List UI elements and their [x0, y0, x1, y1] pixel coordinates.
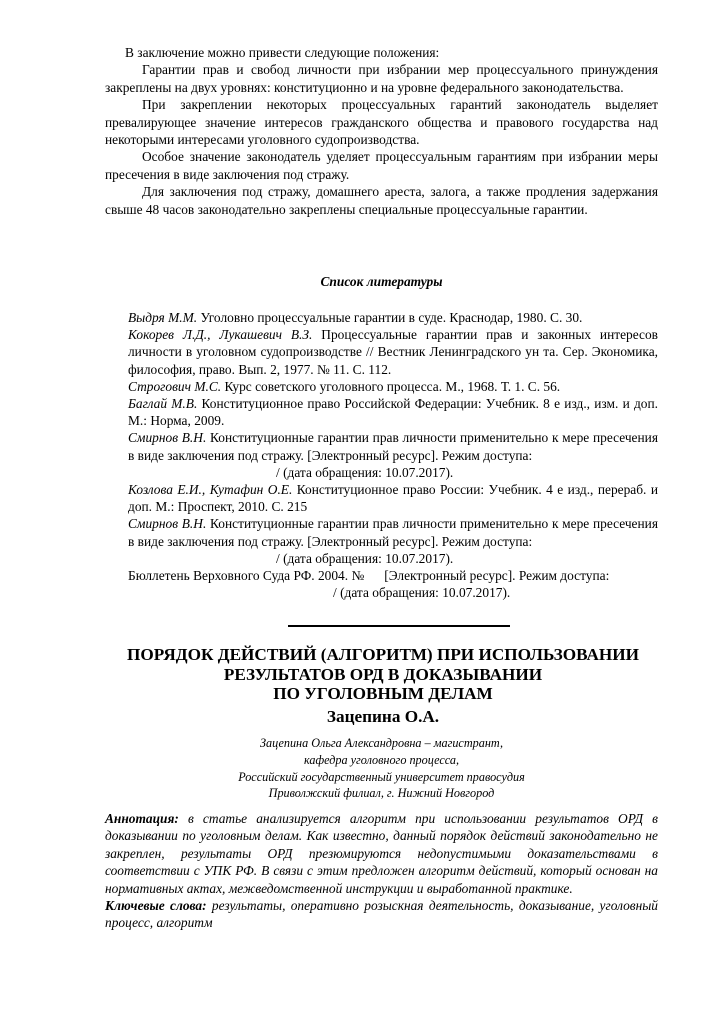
abstract-block	[105, 810, 658, 932]
reference-item	[128, 378, 658, 395]
reference-author: Козлова Е.И., Кутафин О.Е.	[128, 482, 293, 498]
article-title-line: РЕЗУЛЬТАТОВ ОРД В ДОКАЗЫВАНИИ	[223, 664, 543, 684]
references-list	[128, 309, 658, 601]
abstract-text: в статье анализируется алгоритм при использовании результатов ОРД в доказывании по уголовным делам. Как известно, данный порядок действий законодательно не закреплен, результаты ОРД презюмируются недопустимыми доказательствами в соответствии с УПК РФ. В связи с этим предложен алгоритм действий, который основан на нормативных актах, межведомственной инструкции и выработанной практике.	[105, 811, 658, 896]
reference-author: Кокорев Л.Д., Лукашевич В.З.	[128, 327, 313, 343]
reference-access-date: / (дата обращения: 10.07.2017).	[276, 550, 454, 566]
reference-item	[128, 326, 658, 378]
article-title	[60, 645, 706, 704]
reference-access-date: / (дата обращения: 10.07.2017).	[276, 464, 454, 480]
reference-text: Конституционное право Российской Федерации: Учебник. 8 е изд., изм. и доп. М.: Норма, 2009.	[128, 396, 658, 429]
conclusion-point-3: Особое значение законодатель уделяет процессуальным гарантиям при избрании меры пресечения в виде заключения под стражу.	[105, 149, 658, 182]
conclusion-intro: В заключение можно привести следующие положения:	[125, 45, 440, 60]
references-heading: Список литературы	[320, 274, 443, 289]
section-divider	[288, 625, 510, 627]
reference-author: Смирнов В.Н.	[128, 430, 207, 446]
affiliation-line: Приволжский филиал, г. Нижний Новгород	[268, 786, 495, 801]
conclusion-point-1: Гарантии прав и свобод личности при избрании мер процессуального принуждения закреплены на двух уровнях: конституционно и на уровне федерального законодательства.	[105, 62, 658, 95]
reference-author: Выдря М.М.	[128, 310, 198, 325]
conclusion-section	[105, 44, 658, 218]
conclusion-point-4: Для заключения под стражу, домашнего ареста, залога, а также продления задержания свыше 48 часов законодательно закреплены специальные процессуальные гарантии.	[105, 184, 658, 217]
reference-text: Конституционное право России: Учебник. 4 е изд., перераб. и доп. М.: Проспект, 2010. С. 215	[128, 482, 658, 515]
conclusion-point-2: При закреплении некоторых процессуальных гарантий законодатель выделяет превалирующее значение интересов гражданского общества и правового государства над некоторыми интересами уголовного судопроизводства.	[105, 97, 658, 148]
reference-text: Процессуальные гарантии прав и законных интересов личности в уголовном судопроизводстве // Вестник Ленинградского ун та. Сер. Экономика, философия, право. Вып. 2, 1977. № 11. С. 112.	[128, 327, 658, 377]
reference-text: Курс советского уголовного процесса. М., 1968. Т. 1. С. 56.	[221, 378, 561, 394]
keywords-text: результаты, оперативно розыскная деятельность, доказывание, уголовный процесс, алгоритм	[105, 898, 658, 931]
author-affiliation	[105, 735, 658, 802]
reference-text: Конституционные гарантии прав личности применительно к мере пресечения в виде заключения под стражу. [Электронный ресурс]. Режим доступа:	[128, 516, 658, 549]
affiliation-line: кафедра уголовного процесса,	[303, 752, 460, 767]
article-title-line: ПО УГОЛОВНЫМ ДЕЛАМ	[273, 684, 493, 703]
abstract-label: Аннотация:	[105, 811, 179, 826]
reference-item	[128, 481, 658, 515]
reference-author: Баглай М.В.	[128, 396, 198, 412]
article-author: Зацепина О.А.	[326, 707, 440, 726]
reference-text: Уголовно процессуальные гарантии в суде. Краснодар, 1980. С. 30.	[197, 310, 583, 325]
abstract	[105, 810, 658, 897]
keywords-label: Ключевые слова:	[105, 898, 207, 914]
keywords	[105, 897, 658, 932]
article-title-line: ПОРЯДОК ДЕЙСТВИЙ (АЛГОРИТМ) ПРИ ИСПОЛЬЗОВАНИИ	[127, 645, 639, 664]
affiliation-line: Зацепина Ольга Александровна – магистрант,	[259, 736, 504, 750]
reference-text: Конституционные гарантии прав личности применительно к мере пресечения в виде заключения под стражу. [Электронный ресурс]. Режим доступа:	[128, 430, 658, 463]
reference-item	[128, 395, 658, 429]
reference-author: Смирнов В.Н.	[128, 516, 207, 532]
reference-text: Бюллетень Верховного Суда РФ. 2004. № [Электронный ресурс]. Режим доступа:	[128, 568, 610, 584]
reference-item	[128, 567, 658, 601]
reference-author: Строгович М.С.	[128, 378, 222, 394]
reference-access-date: / (дата обращения: 10.07.2017).	[333, 585, 511, 601]
reference-item	[128, 309, 658, 326]
reference-item	[128, 429, 658, 481]
affiliation-line: Российский государственный университет правосудия	[238, 769, 525, 784]
reference-item	[128, 515, 658, 567]
